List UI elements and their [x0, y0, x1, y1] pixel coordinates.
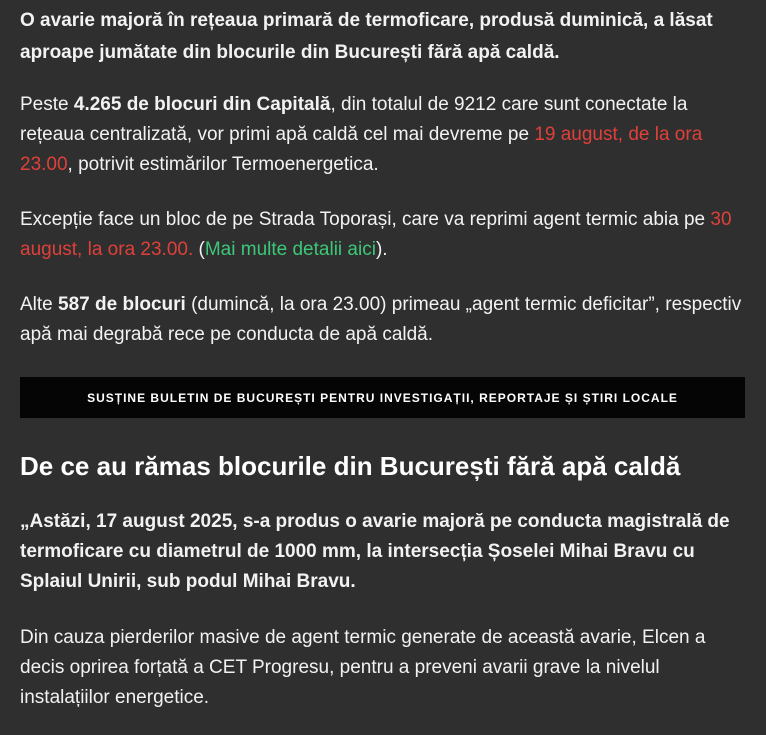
p2-text-e: ).: [375, 239, 388, 260]
section-heading: De ce au rămas blocurile din București fără apă caldă: [20, 451, 681, 481]
quote-paragraph: „Astăzi, 17 august 2025, s-a produs o avarie majoră pe conducta magistrală de termoficare cu diametrul de 1000 mm, la intersecția Șoselei Mihai Bravu cu Splaiul Unirii, sub podul Mihai Bravu.: [20, 511, 730, 592]
lead-paragraph: O avarie majoră în rețeaua primară de termoficare, produsă duminică, a lăsat aproape jumătate din blocurile din București fără apă caldă.: [20, 10, 713, 63]
p2-text-a: Excepție face un bloc de pe Strada Toporași, care va reprimi agent termic abia pe: [20, 209, 711, 230]
p1-text-a: Peste: [20, 94, 74, 115]
paragraph-cause: Din cauza pierderilor masive de agent termic generate de această avarie, Elcen a decis oprirea forțată a CET Progresu, pentru a preveni avarii grave la nivelul instalațiilor energetice.: [20, 627, 706, 708]
p3-text-a: Alte: [20, 294, 59, 315]
p3-bold-blocks: 587 de blocuri: [58, 294, 186, 315]
p1-bold-blocks: 4.265 de blocuri din Capitală: [73, 94, 331, 115]
paragraph-deficit: [20, 290, 746, 350]
p2-text-c: (: [193, 239, 205, 260]
p2-red-date: 30 august, la ora 23.00.: [20, 209, 732, 260]
p1-red-date: 19 august, de la ora 23.00: [20, 124, 703, 175]
more-details-link[interactable]: Mai multe detalii aici: [204, 239, 376, 260]
support-banner[interactable]: SUSȚINE BULETIN DE BUCUREȘTI PENTRU INVESTIGAȚII, REPORTAJE ȘI ȘTIRI LOCALE: [20, 377, 745, 418]
p3-text-c: (dumincă, la ora 23.00) primeau „agent termic deficitar”, respectiv apă mai degrabă rece pe conducta de apă caldă.: [20, 294, 742, 345]
paragraph-exception: [20, 205, 746, 265]
p1-text-e: , potrivit estimărilor Termoenergetica.: [67, 154, 379, 175]
p1-text-c: , din totalul de 9212 care sunt conectate la rețeaua centralizată, vor primi apă caldă cel mai devreme pe: [20, 94, 688, 145]
paragraph-blocks-count: [20, 90, 746, 180]
